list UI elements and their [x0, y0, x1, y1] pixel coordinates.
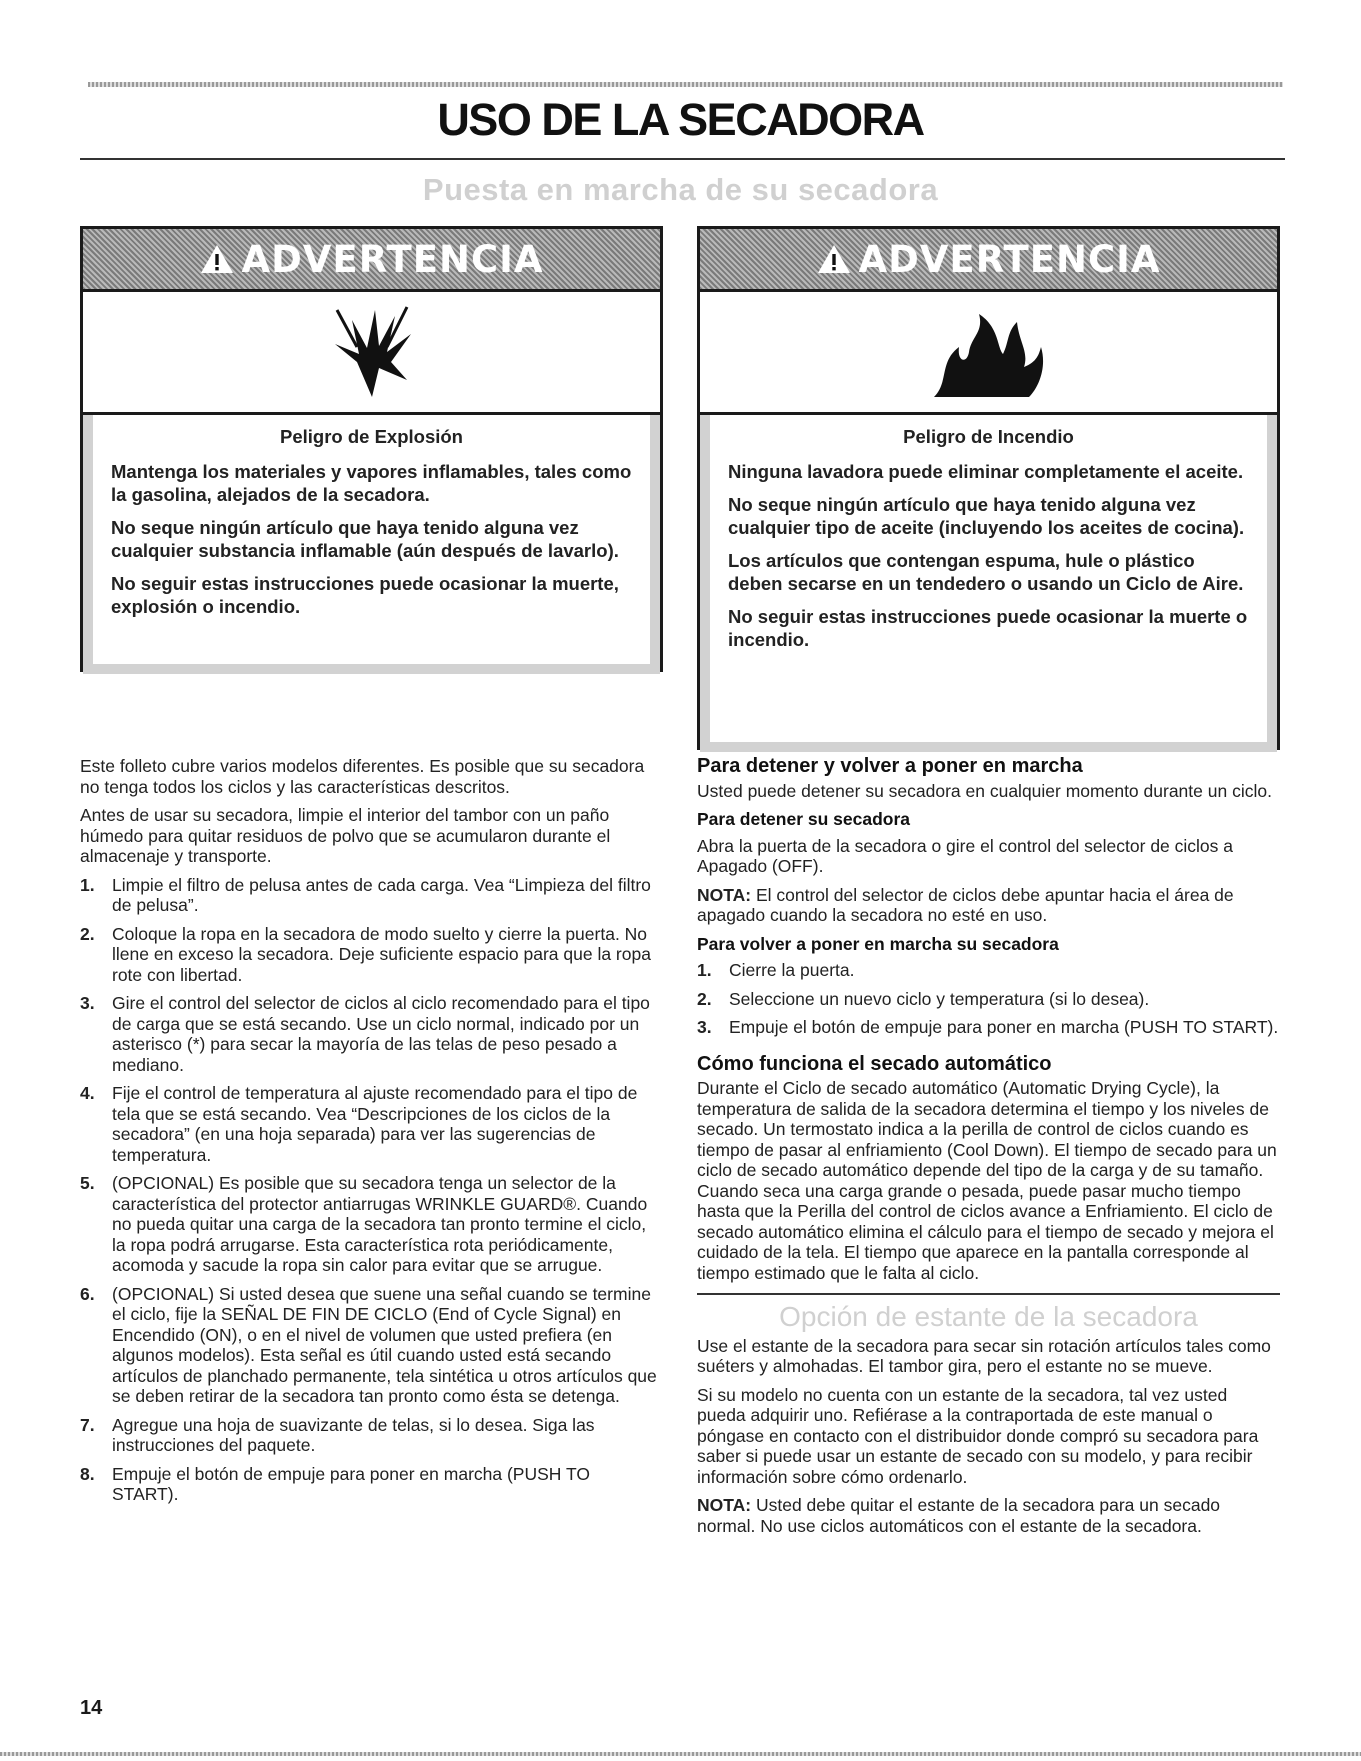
title-rule — [80, 158, 1285, 160]
warning-triangle-icon — [816, 243, 852, 275]
warning-header — [83, 229, 660, 292]
warning-triangle-icon — [199, 243, 235, 275]
warning-paragraph: No seque ningún artículo que haya tenido alguna vez cualquier tipo de aceite (incluyendo los aceites de cocina). — [728, 494, 1245, 538]
right-column — [697, 756, 1280, 1544]
hazard-title: Peligro de Explosión — [280, 426, 463, 447]
explosion-icon — [327, 302, 417, 402]
bottom-decorative-rule — [0, 1752, 1361, 1756]
list-item: 3. Gire el control del selector de ciclos al ciclo recomendado para el tipo de carga que se está secando. Use un ciclo normal, indicado por un asterisco (*) para secar la mayoría de las telas de peso pesado a mediano. — [80, 993, 650, 1075]
start-steps-list — [80, 875, 658, 1505]
warning-box-explosion — [80, 226, 663, 672]
warning-paragraph: Mantenga los materiales y vapores inflamables, tales como la gasolina, alejados de la secadora. — [111, 461, 632, 505]
stop-subheading: Para detener su secadora — [697, 809, 911, 829]
restart-steps-list — [697, 960, 1280, 1038]
auto-dry-heading: Cómo funciona el secado automático — [697, 1052, 1052, 1075]
warning-box-fire — [697, 226, 1280, 750]
warning-paragraph: No seguir estas instrucciones puede ocasionar la muerte o incendio. — [728, 606, 1248, 650]
left-column — [80, 756, 658, 1513]
note-paragraph: NOTA: Usted debe quitar el estante de la secadora para un secado normal. No use ciclos automáticos con el estante de la secadora. — [697, 1495, 1221, 1536]
restart-subheading: Para volver a poner en marcha su secadora — [697, 933, 1059, 954]
fire-icon — [929, 302, 1049, 402]
list-item: 4. Fije el control de temperatura al ajuste recomendado para el tipo de tela que se está secando. Vea “Descripciones de los ciclos de la secadora” (en una hoja separada) para ver las sugerencias de temperatura. — [80, 1083, 638, 1165]
list-item: 5. (OPCIONAL) Es posible que su secadora tenga un selector de la característica del protector antiarrugas WRINKLE GUARD®. Cuando no pueda quitar una carga de la secadora tan pronto termine el ciclo, la ropa podrá arrugarse. Esta característica rota periódicamente, acomoda y sacude la ropa sin calor para evitar que se arrugue. — [80, 1173, 648, 1275]
list-item: 6. (OPCIONAL) Si usted desea que suene una señal cuando se termine el ciclo, fije la SEÑAL DE FIN DE CICLO (End of Cycle Signal) en Encendido (ON), o en el nivel de volumen que usted prefiera (en algunos modelos). Esta señal es útil cuando usted está secando artículos de planchado permanente, tela sintética u otros artículos que se deben retirar de la secadora tan pronto como ésta se detenga. — [80, 1283, 657, 1406]
auto-dry-text: Durante el Ciclo de secado automático (Automatic Drying Cycle), la temperatura de salida de la secadora determina el tiempo y los niveles de secado. Un termostato indica a la perilla de control de ciclos cuando es tiempo de pasar al enfriamiento (Cool Down). El tiempo de secado para un ciclo de secado automático depende del tipo de la carga y de su tamaño. Cuando seca una carga grande o pesada, puede pasar mucho tiempo hasta que la Perilla del control de ciclos avance a Enfriamiento. El ciclo de secado automático elimina el cálculo para el tiempo de secado y mejora el cuidado de la tela. El tiempo que aparece en la pantalla corresponde al tiempo estimado que le falta al ciclo. — [697, 1078, 1277, 1283]
intro-paragraph: Este folleto cubre varios modelos diferentes. Es posible que su secadora no tenga todos los ciclos y las características descritos. — [80, 756, 645, 797]
hazard-title: Peligro de Incendio — [903, 426, 1074, 447]
list-item: 2. Seleccione un nuevo ciclo y temperatura (si lo desea). — [697, 988, 1150, 1009]
page-number: 14 — [80, 1697, 103, 1719]
list-item: 2. Coloque la ropa en la secadora de modo suelto y cierre la puerta. No llene en exceso la secadora. Deje suficiente espacio para que la ropa rote con libertad. — [80, 923, 651, 985]
stop-text: Abra la puerta de la secadora o gire el control del selector de ciclos a Apagado (OFF). — [697, 835, 1233, 876]
stop-intro: Usted puede detener su secadora en cualquier momento durante un ciclo. — [697, 780, 1272, 801]
page-title: USO DE LA SECADORA — [437, 94, 924, 145]
list-item: 3. Empuje el botón de empuje para poner en marcha (PUSH TO START). — [697, 1017, 1279, 1037]
list-item: 8. Empuje el botón de empuje para poner en marcha (PUSH TO START). — [80, 1463, 590, 1504]
stop-restart-heading: Para detener y volver a poner en marcha — [697, 755, 1083, 777]
warning-paragraph: No seguir estas instrucciones puede ocasionar la muerte, explosión o incendio. — [111, 573, 619, 617]
rack-paragraph: Si su modelo no cuenta con un estante de la secadora, tal vez usted pueda adquirir uno. Refiérase a la contraportada de este manual o póngase en contacto con el distribuidor donde compró su secadora para saber si puede usar un estante de secado con su modelo, y para recibir información sobre cómo ordenarlo. — [697, 1384, 1259, 1487]
list-item: 7. Agregue una hoja de suavizante de telas, si lo desea. Siga las instrucciones del paquete. — [80, 1414, 595, 1455]
rack-paragraph: Use el estante de la secadora para secar sin rotación artículos tales como suéters y almohadas. El tambor gira, pero el estante no se mueve. — [697, 1335, 1271, 1376]
warning-paragraph: Ninguna lavadora puede eliminar completamente el aceite. — [728, 461, 1244, 482]
section-subtitle: Puesta en marcha de su secadora — [422, 172, 939, 207]
warning-header — [700, 229, 1277, 292]
list-item: 1. Limpie el filtro de pelusa antes de cada carga. Vea “Limpieza del filtro de pelusa”. — [80, 874, 651, 915]
warning-label: ADVERTENCIA — [858, 237, 1161, 281]
top-decorative-rule — [88, 82, 1283, 87]
section-rule — [697, 1293, 1280, 1295]
rack-heading: Opción de estante de la secadora — [779, 1301, 1198, 1332]
warning-label: ADVERTENCIA — [241, 237, 544, 281]
warning-paragraph: No seque ningún artículo que haya tenido alguna vez cualquier substancia inflamable (aún después de lavarlo). — [111, 517, 619, 561]
note-paragraph: NOTA: El control del selector de ciclos debe apuntar hacia el área de apagado cuando la secadora no esté en uso. — [697, 884, 1234, 925]
list-item: 1. Cierre la puerta. — [697, 960, 855, 980]
intro-paragraph: Antes de usar su secadora, limpie el interior del tambor con un paño húmedo para quitar residuos de polvo que se acumularon durante el almacenaje y transporte. — [80, 805, 611, 866]
warning-paragraph: Los artículos que contengan espuma, hule o plástico deben secarse en un tendedero o usando un Ciclo de Aire. — [728, 550, 1244, 594]
